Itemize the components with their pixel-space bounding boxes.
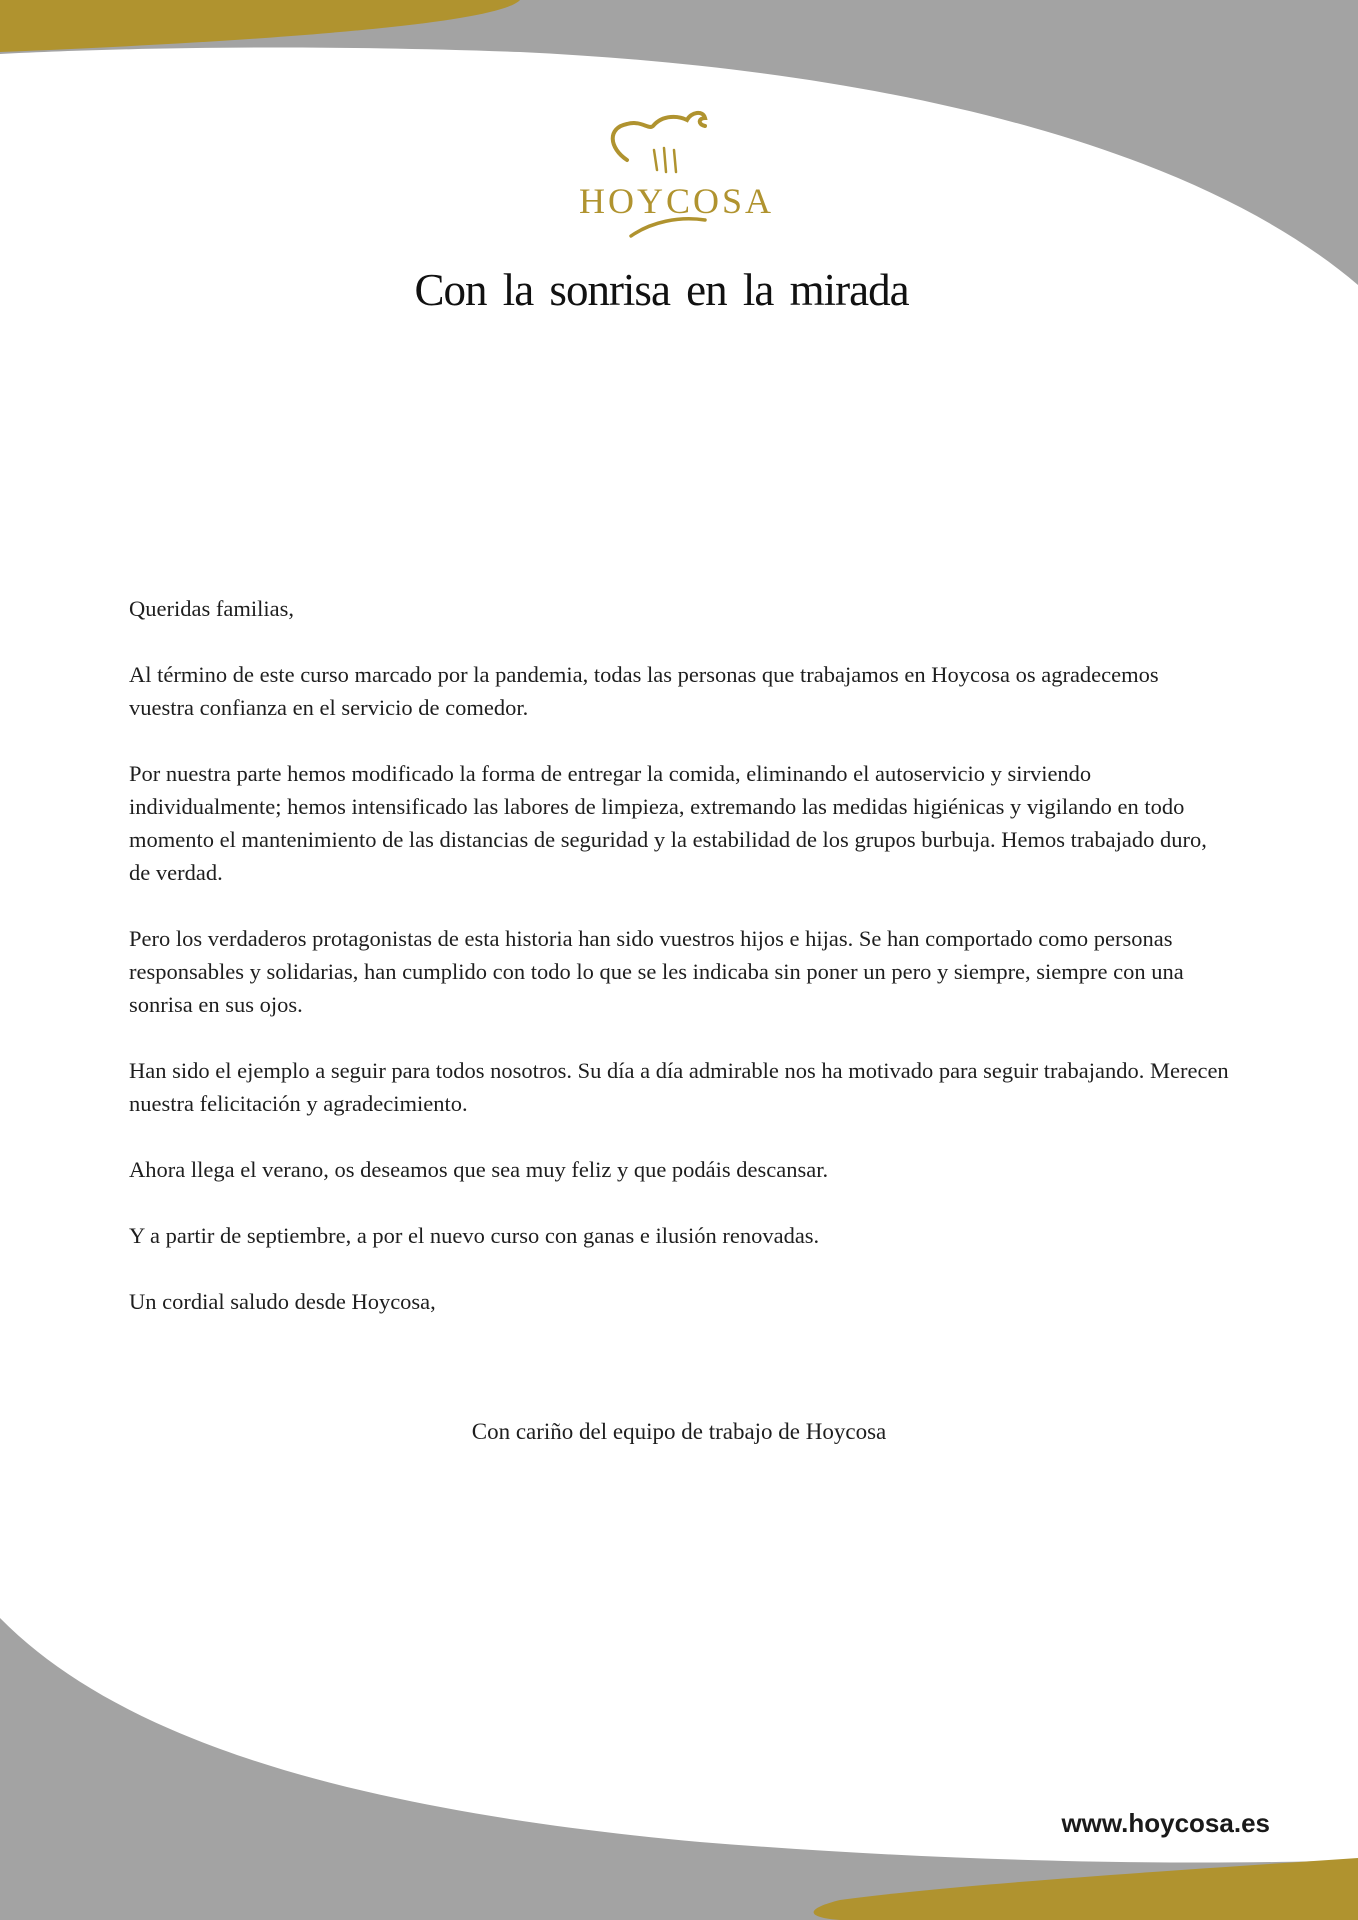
letter-paragraph: Pero los verdaderos protagonistas de esta historia han sido vuestros hijos e hijas. Se han comportado como personas responsables y solidarias, han cumplido con todo lo que se les indicaba sin poner un pero y siempre, siempre con una sonrisa en sus ojos. [129,926,1184,1017]
page-title: Con la sonrisa en la mirada [414,265,909,315]
hoycosa-logo [579,108,775,242]
letter-signature: Con cariño del equipo de trabajo de Hoycosa [471,1419,887,1444]
website-link[interactable]: www.hoycosa.es [1061,1808,1270,1838]
letter-paragraph: Al término de este curso marcado por la pandemia, todas las personas que trabajamos en Hoycosa os agradecemos vuestra confianza en el servicio de comedor. [129,662,1159,720]
letter-paragraph: Han sido el ejemplo a seguir para todos nosotros. Su día a día admirable nos ha motivado para seguir trabajando. Merecen nuestra felicitación y agradecimiento. [129,1058,1229,1116]
letter-greeting: Queridas familias, [129,596,294,621]
letter-paragraph: Por nuestra parte hemos modificado la forma de entregar la comida, eliminando el autoservicio y sirviendo individualmente; hemos intensificado las labores de limpieza, extremando las medidas higiénicas y vigilando en todo momento el mantenimiento de las distancias de seguridad y la estabilidad de los grupos burbuja. Hemos trabajado duro, de verdad. [129,761,1207,885]
letter-paragraph: Y a partir de septiembre, a por el nuevo curso con ganas e ilusión renovadas. [129,1223,820,1248]
letter-body [129,592,1229,1351]
letter-paragraph: Ahora llega el verano, os deseamos que sea muy feliz y que podáis descansar. [129,1157,829,1182]
logo-wordmark: HOYCOSA [579,181,775,221]
letter-closing: Un cordial saludo desde Hoycosa, [129,1289,436,1314]
